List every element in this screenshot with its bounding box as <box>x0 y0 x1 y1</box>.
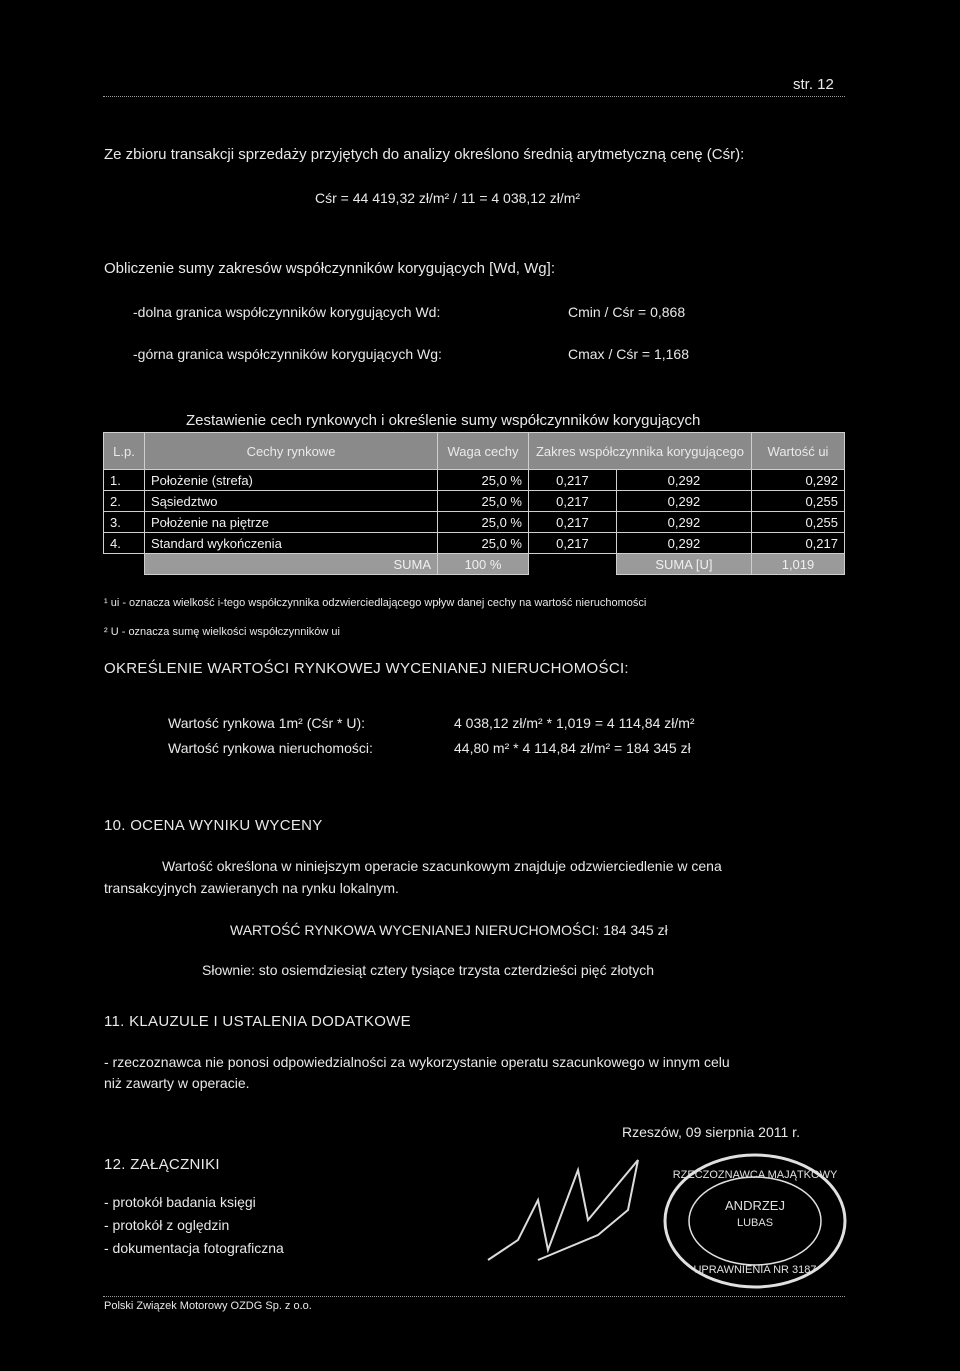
cell-range-min: 0,217 <box>529 533 617 554</box>
value-row2-label: Wartość rynkowa nieruchomości: <box>168 740 373 756</box>
cell-feature: Sąsiedztwo <box>145 491 438 512</box>
section-10-words: Słownie: sto osiemdziesiąt cztery tysiące trzysta czterdzieści pięć złotych <box>202 962 655 978</box>
sum-u-label: SUMA [U] <box>616 554 751 575</box>
date-place: Rzeszów, 09 sierpnia 2011 r. <box>622 1124 800 1140</box>
value-row2-value: 44,80 m² * 4 114,84 zł/m² = 184 345 zł <box>454 740 691 756</box>
svg-text:LUBAS: LUBAS <box>736 1217 774 1229</box>
attachment-1: - protokół badania księgi <box>104 1194 256 1210</box>
cell-range-min: 0,217 <box>529 512 617 533</box>
header-features: Cechy rynkowe <box>145 433 438 470</box>
cell-lp: 1. <box>104 470 145 491</box>
cell-value: 0,292 <box>752 470 845 491</box>
cell-weight: 25,0 % <box>438 533 529 554</box>
section-10-title: 10. OCENA WYNIKU WYCENY <box>104 817 323 834</box>
section-10-text-1: Wartość określona w niniejszym operacie szacunkowym znajduje odzwierciedlenie w cena <box>162 858 722 874</box>
value-row1-label: Wartość rynkowa 1m² (Cśr * U): <box>168 715 366 731</box>
footnote-2: ² U - oznacza sumę wielkości współczynników ui <box>104 626 340 638</box>
cell-range-max: 0,292 <box>616 533 751 554</box>
header-value: Wartość ui <box>752 433 845 470</box>
cell-value: 0,255 <box>752 512 845 533</box>
header-weight: Waga cechy <box>438 433 529 470</box>
cell-feature: Standard wykończenia <box>145 533 438 554</box>
upper-bound-label: -górna granica współczynników korygujących Wg: <box>133 346 442 362</box>
cell-lp: 4. <box>104 533 145 554</box>
sum-label: SUMA <box>145 554 438 575</box>
section-value-title: OKREŚLENIE WARTOŚCI RYNKOWEJ WYCENIANEJ NIERUCHOMOŚCI: <box>104 660 629 677</box>
table-row <box>104 470 845 491</box>
cell-weight: 25,0 % <box>438 470 529 491</box>
signature <box>478 1140 648 1270</box>
appraiser-stamp <box>660 1150 850 1292</box>
features-table <box>103 432 845 575</box>
section-11-title: 11. KLAUZULE I USTALENIA DODATKOWE <box>104 1013 411 1030</box>
table-row <box>104 533 845 554</box>
ranges-title: Obliczenie sumy zakresów współczynników korygujących [Wd, Wg]: <box>104 260 555 277</box>
table-row <box>104 491 845 512</box>
svg-text:UPRAWNIENIA NR 3187: UPRAWNIENIA NR 3187 <box>693 1264 817 1276</box>
table-header-row <box>104 433 845 470</box>
svg-text:RZECZOZNAWCA MAJĄTKOWY: RZECZOZNAWCA MAJĄTKOWY <box>672 1169 838 1181</box>
cell-range-max: 0,292 <box>616 512 751 533</box>
cell-lp: 2. <box>104 491 145 512</box>
sum-value: 100 % <box>438 554 529 575</box>
intro-text: Ze zbioru transakcji sprzedaży przyjętych do analizy określono średnią arytmetyczną cenę (Cśr): <box>104 146 745 163</box>
header-lp: L.p. <box>104 433 145 470</box>
section-10-text-2: transakcyjnych zawieranych na rynku lokalnym. <box>104 880 399 896</box>
cell-weight: 25,0 % <box>438 512 529 533</box>
attachment-2: - protokół z oględzin <box>104 1217 230 1233</box>
header-rule <box>103 96 845 97</box>
table-row <box>104 512 845 533</box>
cell-feature: Położenie na piętrze <box>145 512 438 533</box>
section-12-title: 12. ZAŁĄCZNIKI <box>104 1156 220 1173</box>
lower-bound-label: -dolna granica współczynników korygujących Wd: <box>133 304 441 320</box>
table-title: Zestawienie cech rynkowych i określenie sumy współczynników korygujących <box>186 412 701 429</box>
cell-lp: 3. <box>104 512 145 533</box>
cell-weight: 25,0 % <box>438 491 529 512</box>
svg-text:ANDRZEJ: ANDRZEJ <box>725 1198 785 1213</box>
lower-bound-value: Cmin / Cśr = 0,868 <box>568 304 686 320</box>
header-range: Zakres współczynnika korygującego <box>529 433 752 470</box>
cell-range-max: 0,292 <box>616 470 751 491</box>
cell-range-min: 0,217 <box>529 470 617 491</box>
footnote-1: ¹ ui - oznacza wielkość i-tego współczynnika odzwierciedlającego wpływ danej cechy na wartość nieruchomości <box>104 597 647 609</box>
sum-u-value: 1,019 <box>752 554 845 575</box>
page-number: str. 12 <box>793 76 834 93</box>
section-11-text-2: niż zawarty w operacie. <box>104 1075 250 1091</box>
section-10-value: WARTOŚĆ RYNKOWA WYCENIANEJ NIERUCHOMOŚCI: 184 345 zł <box>230 922 668 938</box>
table-sum-row <box>104 554 845 575</box>
attachment-3: - dokumentacja fotograficzna <box>104 1240 284 1256</box>
cell-value: 0,217 <box>752 533 845 554</box>
upper-bound-value: Cmax / Cśr = 1,168 <box>568 346 689 362</box>
cell-range-min: 0,217 <box>529 491 617 512</box>
cell-range-max: 0,292 <box>616 491 751 512</box>
formula-average: Cśr = 44 419,32 zł/m² / 11 = 4 038,12 zł/m² <box>315 190 581 206</box>
cell-value: 0,255 <box>752 491 845 512</box>
footer-rule <box>103 1296 845 1297</box>
section-11-text-1: - rzeczoznawca nie ponosi odpowiedzialności za wykorzystanie operatu szacunkowego w innym celu <box>104 1054 730 1070</box>
value-row1-value: 4 038,12 zł/m² * 1,019 = 4 114,84 zł/m² <box>454 715 695 731</box>
cell-feature: Położenie (strefa) <box>145 470 438 491</box>
footer-text: Polski Związek Motorowy OZDG Sp. z o.o. <box>104 1300 312 1312</box>
